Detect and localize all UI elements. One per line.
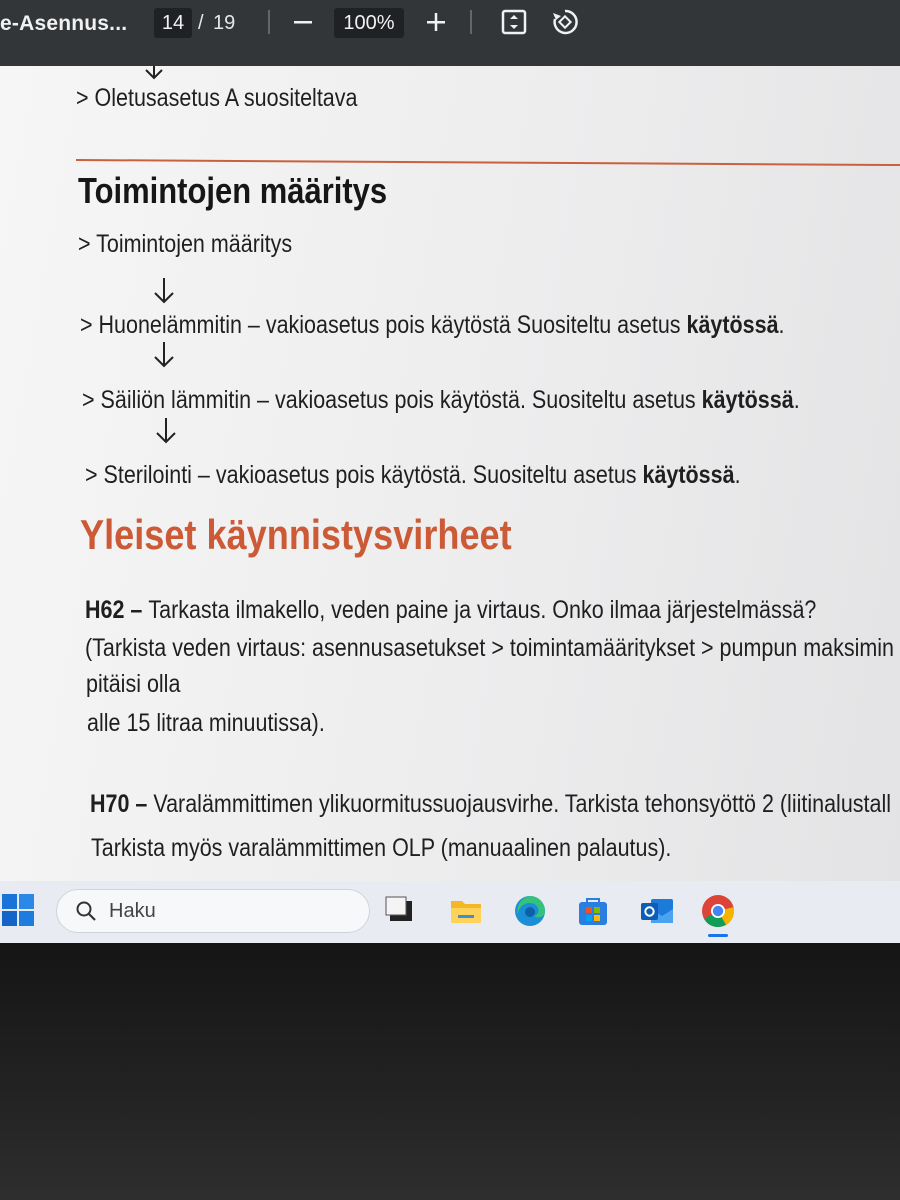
h62-line3: pitäisi olla <box>86 670 181 698</box>
document-title: e-Asennus... <box>0 12 128 35</box>
h62-text: Tarkasta ilmakello, veden paine ja virtaus. Onko ilmaa järjestelmässä? <box>148 596 817 624</box>
zoom-in-button[interactable] <box>418 4 454 40</box>
search-icon <box>75 900 97 922</box>
outlook-icon[interactable] <box>639 893 675 929</box>
item-tank-heater-bold: käytössä <box>701 386 794 414</box>
item-sterilization-bold: käytössä <box>642 461 735 489</box>
default-setting-line: > Oletusasetus A suositeltava <box>76 84 358 112</box>
section-divider <box>76 159 900 166</box>
file-explorer-icon[interactable] <box>448 893 484 929</box>
rotate-button[interactable] <box>547 4 583 40</box>
search-placeholder: Haku <box>109 900 156 922</box>
current-page-input[interactable]: 14 <box>154 8 192 38</box>
h62-code: H62 <box>85 596 125 624</box>
h62-dash: – <box>124 596 149 624</box>
h70-dash: – <box>129 790 154 818</box>
fit-page-button[interactable] <box>496 4 532 40</box>
toolbar-divider <box>268 10 270 34</box>
item-sterilization-text: > Sterilointi – vakioasetus pois käytöstä. Suositeltu asetus <box>85 461 643 489</box>
item-functions: > Toimintojen määritys <box>78 230 293 258</box>
pdf-toolbar <box>0 0 900 66</box>
zoom-out-button[interactable] <box>285 4 321 40</box>
microsoft-store-icon[interactable] <box>575 893 611 929</box>
item-tank-heater-text: > Säiliön lämmitin – vakioasetus pois käytöstä. Suositeltu asetus <box>82 386 702 414</box>
item-tank-heater <box>82 386 800 415</box>
item-room-heater-text: > Huonelämmitin – vakioasetus pois käytöstä Suositeltu asetus <box>80 311 687 339</box>
h70-line2: Tarkista myös varalämmittimen OLP (manuaalinen palautus). <box>91 834 672 862</box>
zoom-level-input[interactable]: 100% <box>334 8 404 38</box>
windows-taskbar <box>0 881 900 943</box>
edge-browser-icon[interactable] <box>512 893 548 929</box>
monitor-bezel <box>0 943 900 1200</box>
item-room-heater-bold: käytössä <box>686 311 779 339</box>
h70-line1 <box>90 790 891 819</box>
task-view-icon[interactable] <box>382 893 418 929</box>
active-app-indicator <box>708 934 728 937</box>
item-sterilization <box>85 461 741 490</box>
heading-errors: Yleiset käynnistysvirheet <box>80 511 512 558</box>
h70-text: Varalämmittimen ylikuormitussuojausvirhe. Tarkista tehonsyöttö 2 (liitinalustall <box>153 790 892 818</box>
page-separator: / <box>198 12 204 34</box>
fit-to-page-icon <box>500 8 528 36</box>
item-room-heater-end: . <box>778 311 785 339</box>
plus-icon <box>425 11 447 33</box>
windows-start-icon[interactable] <box>0 892 38 930</box>
item-sterilization-end: . <box>734 461 741 489</box>
item-tank-heater-end: . <box>793 386 800 414</box>
taskbar-search-box[interactable] <box>56 889 370 933</box>
toolbar-divider <box>470 10 472 34</box>
heading-functions: Toimintojen määritys <box>78 170 388 211</box>
chrome-browser-icon[interactable] <box>700 893 736 929</box>
h70-code: H70 <box>90 790 130 818</box>
h62-line4: alle 15 litraa minuutissa). <box>87 709 325 737</box>
h62-line2: (Tarkista veden virtaus: asennusasetukset > toimintamääritykset > pumpun maksimin <box>85 634 895 662</box>
pdf-page <box>0 66 900 881</box>
down-arrow-icon <box>154 418 178 446</box>
item-room-heater <box>80 311 785 340</box>
minus-icon <box>292 11 314 33</box>
total-pages: 19 <box>213 12 236 34</box>
h62-line1 <box>85 596 816 625</box>
down-arrow-icon <box>152 342 176 370</box>
rotate-icon <box>550 7 580 37</box>
down-arrow-icon <box>152 278 176 306</box>
